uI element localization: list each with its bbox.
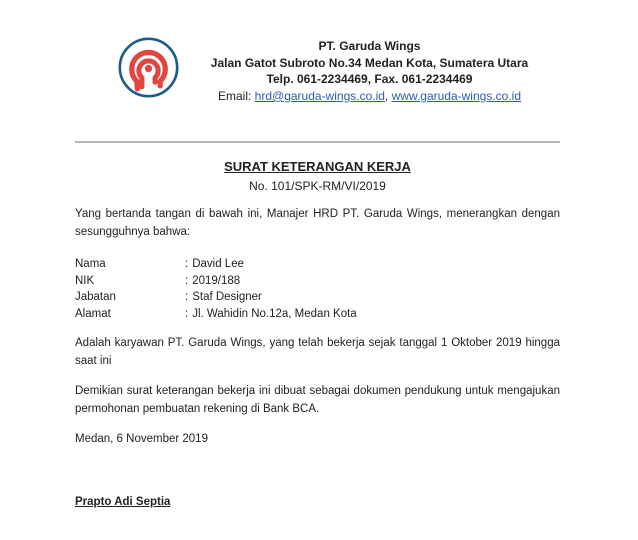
employee-fields [75, 256, 560, 322]
company-logo [118, 37, 179, 98]
signatory-name: Prapto Adi Septia [75, 495, 171, 508]
field-row-nik [75, 273, 560, 290]
spiral-p-logo-icon [118, 37, 179, 98]
field-row-jabatan [75, 289, 560, 306]
letterhead [75, 36, 560, 104]
date-line: Medan, 6 November 2019 [75, 433, 208, 446]
employment-paragraph: Adalah karyawan PT. Garuda Wings, yang telah bekerja sejak tanggal 1 Oktober 2019 hingga saat ini [75, 337, 560, 367]
field-value-jabatan: Staf Designer [192, 291, 262, 304]
field-value-alamat: Jl. Wahidin No.12a, Medan Kota [192, 307, 357, 320]
field-row-alamat [75, 306, 560, 323]
field-label-alamat: Alamat [75, 307, 111, 320]
company-email-line [179, 88, 560, 105]
field-colon: : [185, 274, 189, 287]
field-label-nik: NIK [75, 274, 95, 287]
closing-paragraph: Demikian surat keterangan bekerja ini dibuat sebagai dokumen pendukung untuk mengajukan permohonan pembuatan rekening di Bank BCA. [75, 385, 560, 415]
title-block [75, 158, 560, 195]
field-label-nama: Nama [75, 258, 106, 271]
website-link[interactable]: www.garuda-wings.co.id [391, 88, 522, 103]
company-address: Jalan Gatot Subroto No.34 Medan Kota, Sumatera Utara [210, 55, 529, 70]
email-label: Email: [217, 88, 252, 103]
letterhead-divider [75, 141, 560, 143]
field-row-nama [75, 256, 560, 273]
letter-title: SURAT KETERANGAN KERJA [224, 159, 411, 175]
opening-paragraph: Yang bertanda tangan di bawah ini, Manajer HRD PT. Garuda Wings, menerangkan dengan sesungguhnya bahwa: [75, 208, 560, 238]
field-value-nik: 2019/188 [192, 274, 241, 287]
letter-number: No. 101/SPK-RM/VI/2019 [249, 179, 386, 194]
link-separator: , [384, 88, 389, 103]
company-name: PT. Garuda Wings [318, 39, 421, 53]
company-phone-fax: Telp. 061-2234469, Fax. 061-2234469 [266, 72, 473, 87]
field-colon: : [185, 291, 189, 304]
field-colon: : [185, 258, 189, 271]
field-value-nama: David Lee [192, 258, 244, 271]
email-link[interactable]: hrd@garuda-wings.co.id [254, 88, 385, 103]
field-label-jabatan: Jabatan [75, 291, 116, 304]
field-colon: : [185, 307, 189, 320]
letterhead-text [179, 36, 560, 104]
